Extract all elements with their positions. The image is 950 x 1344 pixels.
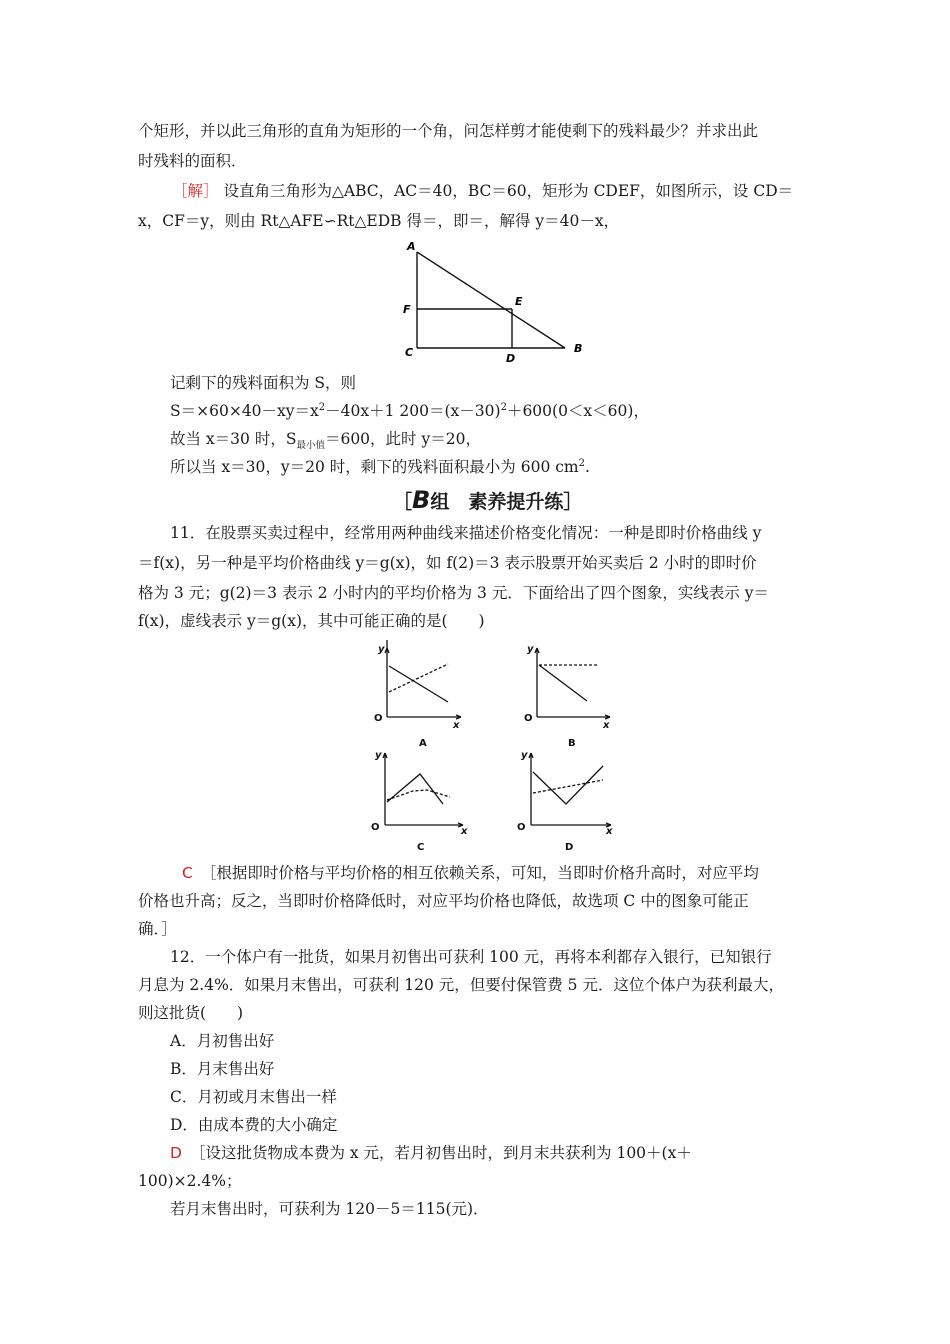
problem-text-line: 个矩形，并以此三角形的直角为矩形的一个角，问怎样剪才能使剩下的残料最少？并求出此	[138, 122, 759, 140]
y-axis-label: y	[521, 750, 528, 761]
label-c: C	[405, 346, 414, 359]
problem-text-line: 时残料的面积．	[138, 152, 247, 170]
solution-line: 记剩下的残料面积为 S，则	[170, 374, 357, 392]
y-axis-label: y	[375, 750, 382, 761]
label-f: F	[403, 303, 411, 316]
graph-a-caption: A	[419, 738, 427, 749]
solution-line	[172, 180, 793, 202]
graph-d	[529, 753, 611, 827]
option-b: B．月末售出好	[170, 1060, 275, 1078]
y-axis-label: y	[527, 644, 534, 655]
graph-c-caption: C	[417, 842, 425, 853]
graph-a	[385, 640, 461, 719]
label-b: B	[574, 342, 583, 355]
origin-label: O	[524, 713, 533, 724]
question-11-line: f(x)，虚线表示 y＝g(x)，其中可能正确的是( )	[138, 612, 485, 630]
solution-line: 故当 x＝30 时，$S_{最小值}=600$，此时 y＝20，	[170, 430, 481, 452]
label-e: E	[515, 295, 523, 308]
section-title: 组 素养提升练	[430, 491, 564, 513]
x-axis-label: x	[461, 826, 468, 837]
solid-line-f	[389, 666, 448, 702]
x-axis-label: x	[453, 720, 460, 731]
dashed-line-g	[387, 790, 450, 800]
solid-line-f	[533, 766, 603, 804]
option-a: A．月初售出好	[170, 1032, 275, 1050]
option-c: C．月初或月末售出一样	[170, 1088, 337, 1106]
option-d: D．由成本费的大小确定	[170, 1116, 338, 1134]
graph-d-caption: D	[565, 842, 574, 853]
solution-formula: $S=\times 60\times 40-xy=x^2-40x+1$ $200=(x-30)^2+600(0<x<60)$，	[170, 402, 649, 420]
question-12-line: 月息为 2.4%．如果月末售出，可获利 120 元，但要付保管费 5 元．这位个体户为获利最大，	[138, 976, 784, 994]
label-a: A	[407, 240, 416, 253]
answer-12-line: 100)×2.4%；	[138, 1172, 242, 1190]
solution-line: 所以当 x＝30，y＝20 时，剩下的残料面积最小为 600 $cm^2$.	[170, 458, 590, 476]
section-banner: ［B组 素养提升练］	[393, 486, 583, 514]
answer-letter: C	[182, 864, 193, 882]
answer-11-line: 确．］	[138, 920, 177, 938]
price-graphs-figure	[365, 640, 625, 855]
solution-line: x，CF＝y，则由 Rt△AFE∽Rt△EDB 得＝，即＝，解得 y＝40－x，	[138, 212, 620, 230]
question-12-line: 12．一个体户有一批货，如果月初售出可获利 100 元，再将本利都存入银行，已知银行	[170, 948, 772, 966]
question-11-line: ＝f(x)，另一种是平均价格曲线 y＝g(x)，如 f(2)＝3 表示股票开始买卖后 2 小时的即时价	[138, 554, 757, 572]
solid-line-f	[387, 774, 443, 804]
origin-label: O	[374, 713, 383, 724]
x-axis-label: x	[606, 826, 613, 837]
label-d: D	[506, 352, 516, 365]
origin-label: O	[371, 822, 380, 833]
answer-12-line: 若月末售出时，可获利为 120－5＝115(元)．	[170, 1200, 489, 1218]
solid-line-f	[539, 665, 587, 701]
answer-11-line: C ［根据即时价格与平均价格的相互依赖关系，可知，当即时价格升高时，对应平均	[182, 864, 759, 882]
x-axis-label: x	[603, 720, 610, 731]
answer-12-line: D ［设这批货物成本费为 x 元，若月初售出时，到月末共获利为 100＋(x＋	[170, 1144, 692, 1162]
answer-11-line: 价格也升高；反之，当即时价格降低时，对应平均价格也降低，故选项 C 中的图象可能正	[138, 892, 749, 910]
y-axis-label: y	[378, 644, 385, 655]
question-12-line: 则这批货( )	[138, 1004, 244, 1022]
question-11-line: 格为 3 元；g(2)＝3 表示 2 小时内的平均价格为 3 元．下面给出了四个图象，实线表示 y＝	[138, 584, 769, 602]
graph-c	[383, 753, 463, 827]
solution-tag: ［解］	[172, 182, 219, 200]
right-triangle-figure	[395, 238, 595, 368]
origin-label: O	[517, 822, 526, 833]
solution-text: 设直角三角形为△ABC，AC＝40，BC＝60，矩形为 CDEF，如图所示，设 CD＝	[223, 182, 794, 200]
question-11-line: 11．在股票买卖过程中，经常用两种曲线来描述价格变化情况：一种是即时价格曲线 y	[170, 524, 762, 542]
answer-letter: D	[170, 1144, 182, 1162]
section-letter: B	[412, 486, 431, 514]
dashed-line-g	[389, 664, 448, 692]
graph-b	[535, 648, 610, 719]
graph-b-caption: B	[568, 738, 576, 749]
side-ab	[417, 252, 565, 348]
